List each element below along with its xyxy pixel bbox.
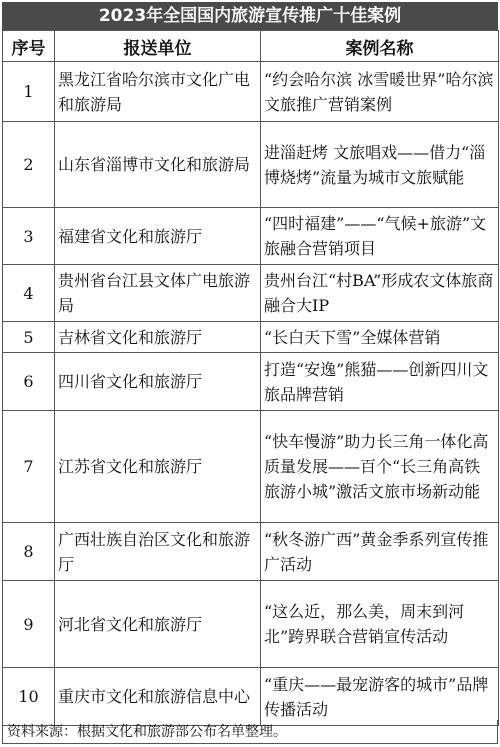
row-unit: 重庆市文化和旅游信息中心: [55, 668, 261, 726]
header-row: [3, 31, 499, 62]
row-unit: 福建省文化和旅游厅: [55, 208, 261, 265]
table-row: [3, 411, 499, 523]
row-unit: 四川省文化和旅游厅: [55, 353, 261, 411]
row-case: 贵州台江“村BA”形成农文体旅商融合大IP: [261, 265, 499, 322]
row-unit: 江苏省文化和旅游厅: [55, 411, 261, 523]
row-case: “约会哈尔滨 冰雪暖世界”哈尔滨文旅推广营销案例: [261, 62, 499, 122]
row-unit: 吉林省文化和旅游厅: [55, 322, 261, 353]
row-index: 5: [3, 322, 55, 353]
row-case: “这么近，那么美，周末到河北”跨界联合营销宣传活动: [261, 581, 499, 668]
table-title: 2023年全国国内旅游宣传推广十佳案例: [2, 2, 498, 30]
row-index: 4: [3, 265, 55, 322]
row-case: “四时福建”——“气候+旅游”文旅融合营销项目: [261, 208, 499, 265]
row-index: 9: [3, 581, 55, 668]
row-unit: 贵州省台江县文体广电旅游局: [55, 265, 261, 322]
table-row: [3, 265, 499, 322]
row-index: 3: [3, 208, 55, 265]
case-table: [2, 30, 499, 726]
row-case: 进淄赶烤 文旅唱戏——借力“淄博烧烤”流量为城市文旅赋能: [261, 122, 499, 208]
row-index: 10: [3, 668, 55, 726]
table-row: [3, 122, 499, 208]
table-row: [3, 208, 499, 265]
case-table-panel: [2, 2, 498, 745]
table-row: [3, 62, 499, 122]
row-index: 1: [3, 62, 55, 122]
row-case: “重庆——最宠游客的城市”品牌传播活动: [261, 668, 499, 726]
table-row: [3, 668, 499, 726]
row-unit: 山东省淄博市文化和旅游局: [55, 122, 261, 208]
header-unit: 报送单位: [55, 31, 261, 62]
table-row: [3, 581, 499, 668]
row-unit: 广西壮族自治区文化和旅游厅: [55, 523, 261, 581]
table-row: [3, 353, 499, 411]
source-note: 资料来源：根据文化和旅游部公布名单整理。: [2, 720, 498, 744]
row-case: “秋冬游广西”黄金季系列宣传推广活动: [261, 523, 499, 581]
row-index: 2: [3, 122, 55, 208]
row-case: “长白天下雪”全媒体营销: [261, 322, 499, 353]
row-index: 7: [3, 411, 55, 523]
table-row: [3, 523, 499, 581]
header-index: 序号: [3, 31, 55, 62]
row-case: “快车慢游”助力长三角一体化高质量发展——百个“长三角高铁旅游小城”激活文旅市场新动能: [261, 411, 499, 523]
header-case: 案例名称: [261, 31, 499, 62]
row-case: 打造“安逸”熊猫——创新四川文旅品牌营销: [261, 353, 499, 411]
table-row: [3, 322, 499, 353]
row-unit: 河北省文化和旅游厅: [55, 581, 261, 668]
row-index: 6: [3, 353, 55, 411]
row-index: 8: [3, 523, 55, 581]
row-unit: 黑龙江省哈尔滨市文化广电和旅游局: [55, 62, 261, 122]
